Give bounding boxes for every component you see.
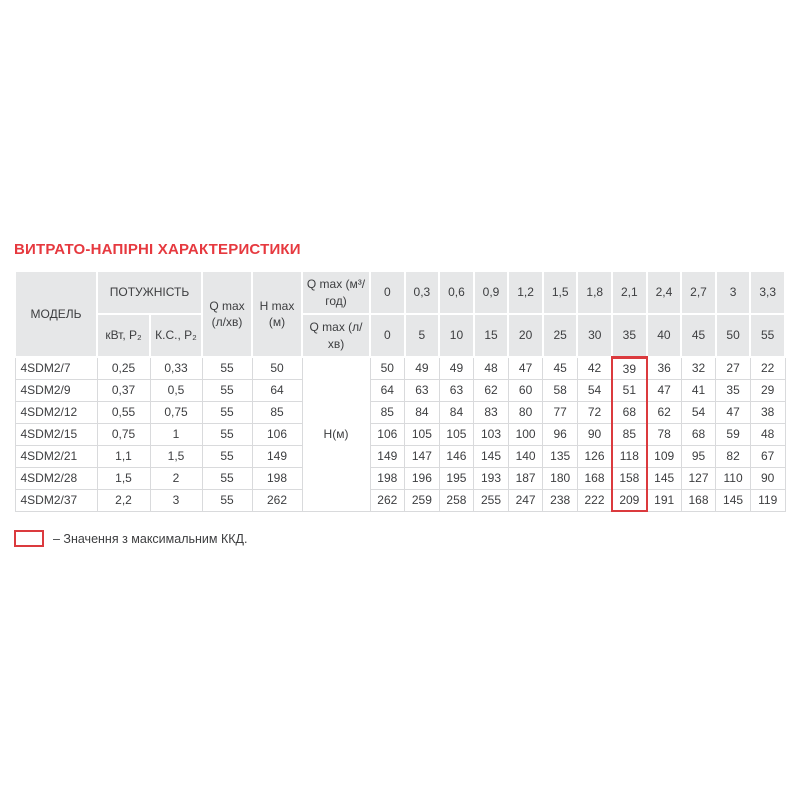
head-value-cell: 106	[370, 423, 405, 445]
flow-m3h-header-cell: 3	[716, 271, 751, 314]
model-cell: 4SDM2/9	[15, 379, 97, 401]
flow-m3h-header-cell: 1,8	[577, 271, 612, 314]
head-value-cell: 247	[508, 489, 543, 511]
head-value-cell: 62	[474, 379, 509, 401]
table-row	[15, 401, 785, 423]
flow-m3h-header-cell: 2,7	[681, 271, 716, 314]
head-value-cell: 82	[716, 445, 751, 467]
model-cell: 4SDM2/37	[15, 489, 97, 511]
head-value-cell: 84	[405, 401, 440, 423]
hmax-cell: 198	[252, 467, 302, 489]
col-header-flow-m3h: Q max (м³/год)	[302, 271, 370, 314]
power-hp-cell: 2	[150, 467, 202, 489]
head-value-cell: 22	[750, 357, 785, 379]
flow-m3h-header-cell: 3,3	[750, 271, 785, 314]
legend-highlight-box	[14, 530, 44, 547]
head-value-cell: 51	[612, 379, 647, 401]
flow-m3h-header-cell: 0,9	[474, 271, 509, 314]
flow-m3h-header-cell: 2,1	[612, 271, 647, 314]
power-kw-cell: 0,75	[97, 423, 150, 445]
flow-lmin-header-cell: 5	[405, 314, 440, 357]
power-hp-cell: 3	[150, 489, 202, 511]
col-header-power: ПОТУЖНІСТЬ	[97, 271, 202, 314]
flow-m3h-header-cell: 0,3	[405, 271, 440, 314]
head-value-cell: 47	[647, 379, 682, 401]
flow-lmin-header-cell: 25	[543, 314, 578, 357]
head-value-cell: 49	[405, 357, 440, 379]
flow-lmin-header-cell: 35	[612, 314, 647, 357]
head-value-cell: 238	[543, 489, 578, 511]
head-value-cell: 168	[577, 467, 612, 489]
header-row-2	[15, 314, 785, 357]
head-value-cell: 54	[681, 401, 716, 423]
table-row	[15, 489, 785, 511]
table-row	[15, 467, 785, 489]
head-value-cell: 84	[439, 401, 474, 423]
head-value-cell: 47	[716, 401, 751, 423]
qmax-cell: 55	[202, 489, 252, 511]
page-title: ВИТРАТО-НАПІРНІ ХАРАКТЕРИСТИКИ	[14, 241, 301, 258]
hmax-cell: 64	[252, 379, 302, 401]
head-value-cell: 258	[439, 489, 474, 511]
head-value-cell: 222	[577, 489, 612, 511]
head-value-cell: 85	[612, 423, 647, 445]
head-value-cell: 100	[508, 423, 543, 445]
table-header	[15, 271, 785, 357]
head-value-cell: 187	[508, 467, 543, 489]
legend	[14, 530, 247, 547]
flow-m3h-header-cell: 1,5	[543, 271, 578, 314]
head-value-cell: 67	[750, 445, 785, 467]
power-kw-cell: 0,55	[97, 401, 150, 423]
flow-m3h-header-cell: 0,6	[439, 271, 474, 314]
power-kw-cell: 1,5	[97, 467, 150, 489]
qmax-cell: 55	[202, 379, 252, 401]
head-value-cell: 146	[439, 445, 474, 467]
model-cell: 4SDM2/21	[15, 445, 97, 467]
col-header-flow-lmin: Q max (л/хв)	[302, 314, 370, 357]
power-kw-cell: 0,25	[97, 357, 150, 379]
head-value-cell: 191	[647, 489, 682, 511]
power-kw-cell: 1,1	[97, 445, 150, 467]
table-row	[15, 379, 785, 401]
col-header-power-hp: К.С., P₂	[150, 314, 202, 357]
head-value-cell: 135	[543, 445, 578, 467]
head-value-cell: 29	[750, 379, 785, 401]
head-value-cell: 196	[405, 467, 440, 489]
flow-m3h-header-cell: 0	[370, 271, 405, 314]
head-value-cell: 48	[750, 423, 785, 445]
head-value-cell: 54	[577, 379, 612, 401]
flow-lmin-header-cell: 0	[370, 314, 405, 357]
model-cell: 4SDM2/28	[15, 467, 97, 489]
qmax-cell: 55	[202, 445, 252, 467]
hmax-cell: 50	[252, 357, 302, 379]
table-row	[15, 357, 785, 379]
head-value-cell: 41	[681, 379, 716, 401]
head-value-cell: 63	[439, 379, 474, 401]
qmax-cell: 55	[202, 357, 252, 379]
head-value-cell: 45	[543, 357, 578, 379]
head-value-cell: 255	[474, 489, 509, 511]
flow-lmin-header-cell: 50	[716, 314, 751, 357]
head-value-cell: 47	[508, 357, 543, 379]
head-value-cell: 27	[716, 357, 751, 379]
flow-lmin-header-cell: 30	[577, 314, 612, 357]
head-value-cell: 77	[543, 401, 578, 423]
head-value-cell: 63	[405, 379, 440, 401]
flow-m3h-header-cell: 2,4	[647, 271, 682, 314]
head-value-cell: 209	[612, 489, 647, 511]
head-value-cell: 64	[370, 379, 405, 401]
power-hp-cell: 0,75	[150, 401, 202, 423]
flow-lmin-header-cell: 20	[508, 314, 543, 357]
head-value-cell: 58	[543, 379, 578, 401]
table-row	[15, 423, 785, 445]
head-value-cell: 198	[370, 467, 405, 489]
head-value-cell: 158	[612, 467, 647, 489]
head-value-cell: 168	[681, 489, 716, 511]
head-value-cell: 145	[647, 467, 682, 489]
head-value-cell: 259	[405, 489, 440, 511]
head-value-cell: 38	[750, 401, 785, 423]
head-value-cell: 149	[370, 445, 405, 467]
head-value-cell: 193	[474, 467, 509, 489]
head-value-cell: 95	[681, 445, 716, 467]
head-value-cell: 50	[370, 357, 405, 379]
col-header-power-kw: кВт, P₂	[97, 314, 150, 357]
qmax-cell: 55	[202, 423, 252, 445]
head-value-cell: 145	[716, 489, 751, 511]
flow-lmin-header-cell: 15	[474, 314, 509, 357]
model-cell: 4SDM2/15	[15, 423, 97, 445]
head-value-cell: 127	[681, 467, 716, 489]
head-value-cell: 85	[370, 401, 405, 423]
pump-spec-table	[14, 270, 786, 512]
head-unit-cell: Н(м)	[302, 357, 370, 511]
flow-lmin-header-cell: 10	[439, 314, 474, 357]
head-value-cell: 90	[750, 467, 785, 489]
legend-text: – Значення з максимальним ККД.	[53, 531, 248, 546]
head-value-cell: 90	[577, 423, 612, 445]
head-value-cell: 180	[543, 467, 578, 489]
flow-lmin-header-cell: 45	[681, 314, 716, 357]
power-hp-cell: 1,5	[150, 445, 202, 467]
hmax-cell: 106	[252, 423, 302, 445]
qmax-cell: 55	[202, 467, 252, 489]
model-cell: 4SDM2/12	[15, 401, 97, 423]
power-kw-cell: 0,37	[97, 379, 150, 401]
head-value-cell: 49	[439, 357, 474, 379]
head-value-cell: 62	[647, 401, 682, 423]
head-value-cell: 39	[612, 357, 647, 379]
head-value-cell: 147	[405, 445, 440, 467]
head-value-cell: 83	[474, 401, 509, 423]
head-value-cell: 78	[647, 423, 682, 445]
head-value-cell: 105	[405, 423, 440, 445]
hmax-cell: 149	[252, 445, 302, 467]
head-value-cell: 118	[612, 445, 647, 467]
model-cell: 4SDM2/7	[15, 357, 97, 379]
col-header-qmax: Q max (л/хв)	[202, 271, 252, 357]
head-value-cell: 103	[474, 423, 509, 445]
power-kw-cell: 2,2	[97, 489, 150, 511]
head-value-cell: 48	[474, 357, 509, 379]
flow-lmin-header-cell: 40	[647, 314, 682, 357]
head-value-cell: 109	[647, 445, 682, 467]
table-row	[15, 445, 785, 467]
power-hp-cell: 1	[150, 423, 202, 445]
head-value-cell: 105	[439, 423, 474, 445]
head-value-cell: 68	[681, 423, 716, 445]
flow-m3h-header-cell: 1,2	[508, 271, 543, 314]
col-header-hmax: H max (м)	[252, 271, 302, 357]
head-value-cell: 110	[716, 467, 751, 489]
head-value-cell: 32	[681, 357, 716, 379]
head-value-cell: 42	[577, 357, 612, 379]
qmax-cell: 55	[202, 401, 252, 423]
head-value-cell: 195	[439, 467, 474, 489]
head-value-cell: 72	[577, 401, 612, 423]
head-value-cell: 68	[612, 401, 647, 423]
header-row-1	[15, 271, 785, 314]
col-header-model: МОДЕЛЬ	[15, 271, 97, 357]
power-hp-cell: 0,5	[150, 379, 202, 401]
hmax-cell: 262	[252, 489, 302, 511]
power-hp-cell: 0,33	[150, 357, 202, 379]
hmax-cell: 85	[252, 401, 302, 423]
head-value-cell: 119	[750, 489, 785, 511]
head-value-cell: 36	[647, 357, 682, 379]
table-body	[15, 357, 785, 511]
head-value-cell: 140	[508, 445, 543, 467]
head-value-cell: 60	[508, 379, 543, 401]
head-value-cell: 35	[716, 379, 751, 401]
head-value-cell: 59	[716, 423, 751, 445]
flow-lmin-header-cell: 55	[750, 314, 785, 357]
head-value-cell: 262	[370, 489, 405, 511]
head-value-cell: 145	[474, 445, 509, 467]
head-value-cell: 80	[508, 401, 543, 423]
head-value-cell: 126	[577, 445, 612, 467]
head-value-cell: 96	[543, 423, 578, 445]
